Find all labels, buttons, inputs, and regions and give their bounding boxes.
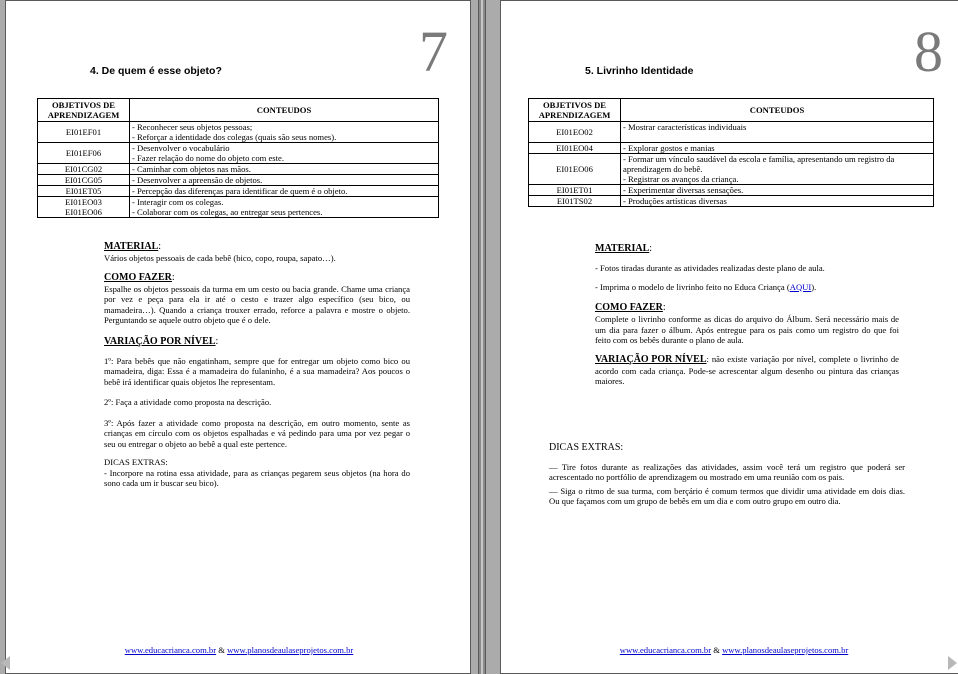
- footer-link-educacrianca[interactable]: www.educacrianca.com.br: [619, 645, 712, 655]
- dicas-title: DICAS EXTRAS:: [104, 457, 168, 467]
- contents-cell: [621, 154, 934, 185]
- footer-separator: &: [216, 645, 228, 655]
- objective-code: EI01EO06: [65, 207, 102, 217]
- contents-cell: [130, 197, 439, 218]
- material-text: Vários objetos pessoais de cada bebê (bico, copo, roupa, sapato…).: [104, 253, 336, 263]
- como-fazer-heading: [595, 302, 899, 314]
- como-fazer-colon: :: [171, 271, 175, 283]
- content-line: - Interagir com os colegas.: [132, 197, 224, 207]
- content-line: - Reconhecer seus objetos pessoas;: [132, 122, 253, 132]
- material-colon: :: [158, 241, 162, 252]
- document-page-7: [5, 0, 471, 674]
- table-row: [38, 186, 439, 197]
- dicas-title: DICAS EXTRAS:: [549, 442, 624, 453]
- content-line: - Desenvolver o vocabulário: [132, 143, 230, 153]
- header-contents: CONTEUDOS: [130, 99, 439, 122]
- content-line: - Mostrar características individuais: [623, 122, 747, 132]
- objective-code-cell: [38, 122, 130, 143]
- variacao-colon: :: [215, 335, 219, 347]
- objective-code-cell: [38, 186, 130, 197]
- table-row: [38, 175, 439, 186]
- section-heading: 5. Livrinho Identidade: [585, 65, 694, 77]
- material-heading: [104, 241, 410, 253]
- material-heading: [595, 243, 899, 255]
- objective-code: EI01EO04: [556, 143, 593, 153]
- como-fazer-title: COMO FAZER: [595, 302, 663, 313]
- table-header-row: [38, 99, 439, 122]
- como-fazer-text: Espalhe os objetos pessoais da turma em um cesto ou bacia grande. Chame uma criança por vez e peça para ela ir até o cesto e trazer algo específico (seu bico, ou mamadeira…). Quando a criança trouxer errado, reforce a palavra e mostre o objeto. Perguntando se aquele outro objeto que é o dele.: [104, 283, 410, 325]
- como-fazer-heading: [104, 272, 410, 284]
- variacao-heading: [104, 336, 410, 348]
- footer-link-planos[interactable]: www.planosdeaulaseprojetos.com.br: [722, 645, 849, 655]
- table-row: [38, 197, 439, 218]
- objective-code-cell: [38, 197, 130, 218]
- contents-cell: [130, 122, 439, 143]
- content-line: [623, 132, 931, 142]
- variacao-title: VARIAÇÃO POR NÍVEL: [104, 335, 216, 347]
- header-contents: CONTEUDOS: [621, 99, 934, 122]
- contents-cell: [130, 143, 439, 164]
- objective-code: EI01EF01: [65, 127, 102, 137]
- contents-cell: [130, 186, 439, 197]
- lesson-body: [595, 243, 899, 387]
- variacao-level-2: 2º: Faça a atividade como proposta na descrição.: [104, 397, 272, 407]
- objective-code-cell: [529, 154, 621, 185]
- contents-cell: [621, 196, 934, 207]
- material-colon: :: [649, 243, 653, 254]
- table-row: [529, 143, 934, 154]
- variacao-title: VARIAÇÃO POR NÍVEL: [595, 353, 707, 365]
- content-line: - Percepção das diferenças para identificar de quem é o objeto.: [132, 186, 348, 196]
- variacao-text: : não existe variação por nível, complete o livrinho de acordo com cada criança. Pode-se acrescentar algum desenho ou pintura das crianças maiores.: [595, 353, 899, 386]
- variacao-level-1: 1º: Para bebês que não engatinham, sempre que for entregar um objeto como bico ou mamadeira, diga: Essa é a mamadeira do fulaninho, é a sua mamadeira? Aos poucos o bebê irá identificar quais objetos lhe representam.: [104, 355, 410, 387]
- material-item-2: [595, 282, 899, 293]
- content-line: - Registrar os avanços da criança.: [623, 174, 739, 184]
- objective-code: EI01ET01: [556, 185, 593, 195]
- material-title: MATERIAL: [595, 243, 650, 254]
- table-row: [529, 196, 934, 207]
- como-fazer-colon: :: [662, 302, 666, 313]
- objectives-table: [528, 98, 934, 207]
- objective-code-cell: [529, 122, 621, 143]
- footer-separator: &: [711, 645, 723, 655]
- contents-cell: [130, 164, 439, 175]
- dicas-section: [549, 443, 905, 507]
- material-item-1: - Fotos tiradas durante as atividades realizadas deste plano de aula.: [595, 263, 825, 273]
- objective-code: EI01CG02: [64, 164, 103, 174]
- page-turn-right-icon[interactable]: [948, 656, 957, 670]
- aqui-link[interactable]: AQUI: [789, 281, 812, 292]
- objective-code-cell: [529, 196, 621, 207]
- content-line: - Experimentar diversas sensações.: [623, 185, 744, 195]
- objective-code: EI01ET05: [65, 186, 102, 196]
- table-row: [38, 122, 439, 143]
- material-item-2-end: ).: [811, 281, 817, 292]
- header-objectives: OBJETIVOS DE APRENDIZAGEM: [38, 99, 130, 122]
- objective-code: EI01CG05: [64, 175, 103, 185]
- header-objectives: OBJETIVOS DE APRENDIZAGEM: [529, 99, 621, 122]
- dicas-item-2: — Siga o ritmo de sua turma, com berçário é comum termos que dividir uma atividade em dois dias. Ou que façamos com um grupo de bebês em um dia e com outro grupo em outro dia.: [549, 485, 905, 506]
- objective-code-cell: [38, 175, 130, 186]
- objective-code-cell: [529, 143, 621, 154]
- objective-code: EI01EO02: [556, 127, 593, 137]
- document-page-8: [500, 0, 958, 674]
- content-line: - Reforçar a identidade dos colegas (quais são seus nomes).: [132, 132, 337, 142]
- variacao-paragraph: [595, 354, 899, 387]
- como-fazer-title: COMO FAZER: [104, 271, 172, 283]
- page-divider: [478, 0, 486, 674]
- objective-code-cell: [38, 143, 130, 164]
- content-line: - Fazer relação do nome do objeto com este.: [132, 153, 285, 163]
- content-line: - Formar um vínculo saudável da escola e família, apresentando um registro da aprendizagem do bebê.: [623, 154, 895, 174]
- page-number: 7: [419, 19, 448, 84]
- section-heading: 4. De quem é esse objeto?: [90, 65, 222, 77]
- objective-code: EI01TS02: [556, 196, 593, 206]
- content-line: - Colaborar com os colegas, ao entregar seus pertences.: [132, 207, 323, 217]
- objectives-table: [37, 98, 439, 218]
- footer-link-educacrianca[interactable]: www.educacrianca.com.br: [124, 645, 217, 655]
- objective-code: EI01EO06: [556, 164, 593, 174]
- objective-code: EI01EO03: [65, 197, 102, 207]
- page-number: 8: [914, 19, 943, 84]
- page-turn-left-icon[interactable]: [1, 656, 10, 670]
- contents-cell: [621, 122, 934, 143]
- table-row: [529, 154, 934, 185]
- footer-link-planos[interactable]: www.planosdeaulaseprojetos.com.br: [227, 645, 354, 655]
- contents-cell: [130, 175, 439, 186]
- table-row: [38, 164, 439, 175]
- table-row: [529, 122, 934, 143]
- objective-code: EI01EF06: [65, 148, 102, 158]
- page-footer: [501, 645, 958, 655]
- page-footer: [6, 645, 472, 655]
- variacao-level-3: 3º: Após fazer a atividade como proposta na descrição, em outro momento, sente as crianças em círculo com os objetos espalhadas e vá pedindo para uma por vez pegar o seu ou entregar o objeto ao bebê a qual este pertence.: [104, 417, 410, 449]
- dicas-text: - Incorpore na rotina essa atividade, para as crianças pegarem seus objetos (na hora do sono cada um ir buscar seu bico).: [104, 467, 410, 488]
- dicas-item-1: — Tire fotos durante as realizações das atividades, assim você terá um registro que poderá ser acrescentado no portfólio de aprendizagem ou mostrado em uma reunião com os pais.: [549, 461, 905, 482]
- material-title: MATERIAL: [104, 241, 159, 252]
- objective-code-cell: [38, 164, 130, 175]
- contents-cell: [621, 185, 934, 196]
- table-row: [38, 143, 439, 164]
- objective-code-cell: [529, 185, 621, 196]
- material-item-2-text: - Imprima o modelo de livrinho feito no Educa Criança (: [595, 281, 790, 292]
- como-fazer-text: Complete o livrinho conforme as dicas do arquivo do Álbum. Será necessário mais de um dia para fazer o álbum. Após entregue para os pais como um registro do que foi feito com os bebês durante o plano de aula.: [595, 314, 899, 345]
- content-line: - Desenvolver a apreensão de objetos.: [132, 175, 263, 185]
- table-header-row: [529, 99, 934, 122]
- table-row: [529, 185, 934, 196]
- content-line: - Caminhar com objetos nas mãos.: [132, 164, 251, 174]
- contents-cell: [621, 143, 934, 154]
- content-line: - Produções artísticas diversas: [623, 196, 727, 206]
- content-line: - Explorar gostos e manias: [623, 143, 715, 153]
- lesson-body: [104, 241, 410, 489]
